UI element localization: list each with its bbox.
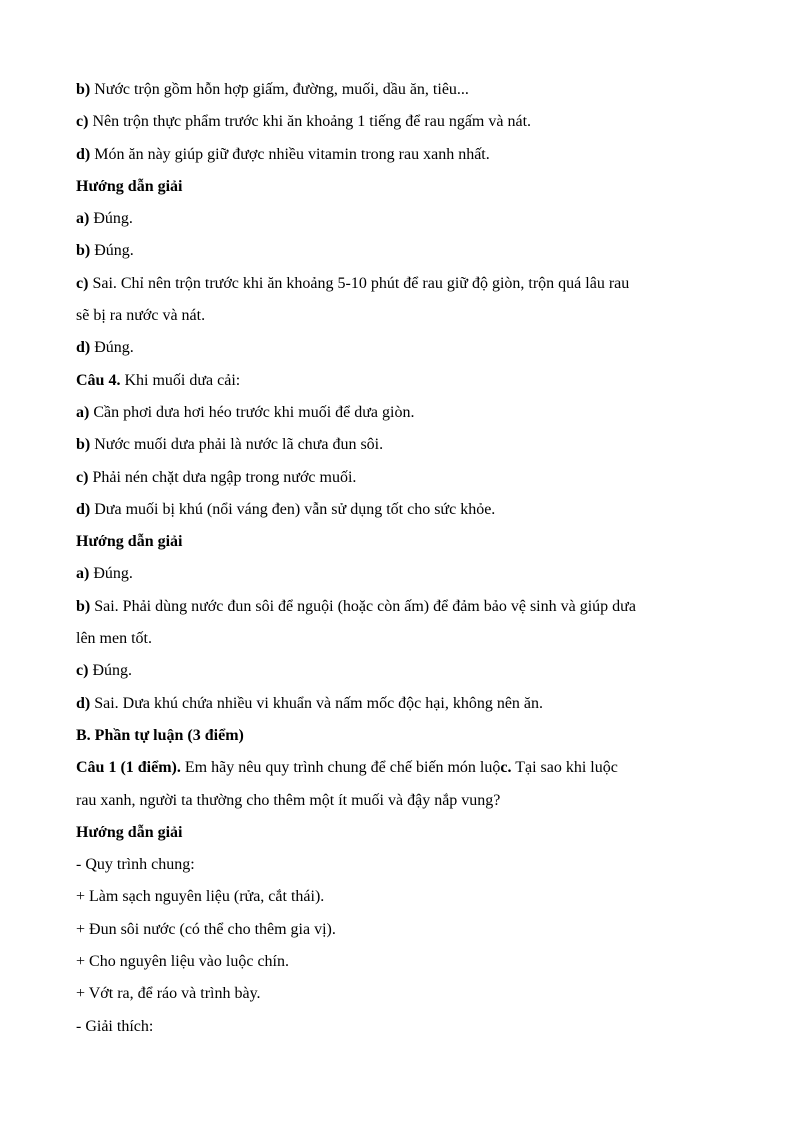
q3-answer-c bbox=[76, 268, 726, 300]
option-label: d) bbox=[76, 145, 91, 163]
answer-label: b) bbox=[76, 242, 91, 260]
document-page bbox=[76, 74, 726, 1043]
option-text: Món ăn này giúp giữ được nhiều vitamin trong rau xanh nhất. bbox=[90, 145, 490, 163]
q3-answer-a bbox=[76, 203, 726, 235]
q4-answer-d bbox=[76, 688, 726, 720]
question-text: Tại sao khi luộc bbox=[511, 759, 618, 777]
option-text: Dưa muối bị khú (nổi váng đen) vẫn sử dụng tốt cho sức khỏe. bbox=[90, 500, 496, 518]
option-text: Nên trộn thực phẩm trước khi ăn khoảng 1 tiếng để rau ngấm và nát. bbox=[88, 113, 532, 131]
question-title: Câu 4. bbox=[76, 371, 121, 389]
q3-answer-b bbox=[76, 235, 726, 267]
option-label: b) bbox=[76, 436, 91, 454]
answer-text: Đúng. bbox=[89, 210, 133, 228]
q3-option-d bbox=[76, 139, 726, 171]
q4-option-d bbox=[76, 494, 726, 526]
answer-label: d) bbox=[76, 694, 91, 712]
answer-text: Đúng. bbox=[88, 662, 132, 680]
option-text: Nước trộn gồm hỗn hợp giấm, đường, muối, dầu ăn, tiêu... bbox=[90, 81, 469, 98]
process-step: + Vớt ra, để ráo và trình bày. bbox=[76, 985, 261, 1003]
option-text: Nước muối dưa phải là nước lã chưa đun sôi. bbox=[90, 436, 384, 454]
explain-label: - Giải thích: bbox=[76, 1017, 154, 1035]
option-label: c) bbox=[76, 468, 89, 486]
question-text-bold: c. bbox=[500, 759, 512, 777]
answer-text: Đúng. bbox=[90, 339, 134, 357]
option-text: Cần phơi dưa hơi héo trước khi muối để dưa giòn. bbox=[89, 403, 415, 421]
option-text: Phải nén chặt dưa ngập trong nước muối. bbox=[88, 468, 357, 486]
q4-option-b bbox=[76, 429, 726, 461]
q3-option-c bbox=[76, 106, 726, 138]
q3-answer-c-continued: sẽ bị ra nước và nát. bbox=[76, 307, 206, 325]
answer-text: Sai. Chỉ nên trộn trước khi ăn khoảng 5-10 phút để rau giữ độ giòn, trộn quá lâu rau bbox=[88, 274, 630, 292]
q4-option-a bbox=[76, 397, 726, 429]
q4-answer-b-continued: lên men tốt. bbox=[76, 630, 152, 648]
answer-label: a) bbox=[76, 210, 90, 228]
option-label: d) bbox=[76, 500, 91, 518]
process-step: + Cho nguyên liệu vào luộc chín. bbox=[76, 953, 289, 971]
question-stem: Khi muối dưa cải: bbox=[120, 371, 241, 389]
question-text: Em hãy nêu quy trình chung để chế biến món luộ bbox=[180, 759, 501, 777]
section-b-heading: B. Phần tự luận (3 điểm) bbox=[76, 726, 244, 744]
q3-option-b bbox=[76, 74, 726, 106]
q4-question bbox=[76, 365, 726, 397]
process-label: - Quy trình chung: bbox=[76, 856, 195, 874]
option-label: c) bbox=[76, 113, 89, 131]
answer-label: d) bbox=[76, 339, 91, 357]
q4-answer-a bbox=[76, 558, 726, 590]
answer-text: Đúng. bbox=[89, 565, 133, 583]
q4-answer-b bbox=[76, 591, 726, 623]
answer-label: c) bbox=[76, 274, 89, 292]
process-step: + Đun sôi nước (có thể cho thêm gia vị). bbox=[76, 920, 336, 938]
essay-q1-line-1 bbox=[76, 752, 726, 784]
answer-label: b) bbox=[76, 597, 91, 615]
option-label: b) bbox=[76, 81, 91, 98]
q4-option-c bbox=[76, 462, 726, 494]
q4-guide-heading: Hướng dẫn giải bbox=[76, 533, 183, 551]
option-label: a) bbox=[76, 403, 90, 421]
answer-text: Sai. Phải dùng nước đun sôi để nguội (hoặc còn ấm) để đảm bảo vệ sinh và giúp dưa bbox=[90, 597, 636, 615]
q4-answer-c bbox=[76, 655, 726, 687]
essay-q1-line-2: rau xanh, người ta thường cho thêm một ít muối và đậy nắp vung? bbox=[76, 791, 501, 809]
question-title: Câu 1 (1 điểm). bbox=[76, 759, 181, 777]
answer-text: Sai. Dưa khú chứa nhiều vi khuẩn và nấm mốc độc hại, không nên ăn. bbox=[90, 694, 544, 712]
essay-q1-guide-heading: Hướng dẫn giải bbox=[76, 823, 183, 841]
q3-answer-d bbox=[76, 332, 726, 364]
answer-text: Đúng. bbox=[90, 242, 134, 260]
answer-label: a) bbox=[76, 565, 90, 583]
q3-guide-heading: Hướng dẫn giải bbox=[76, 177, 183, 195]
answer-label: c) bbox=[76, 662, 89, 680]
process-step: + Làm sạch nguyên liệu (rửa, cắt thái). bbox=[76, 888, 325, 906]
